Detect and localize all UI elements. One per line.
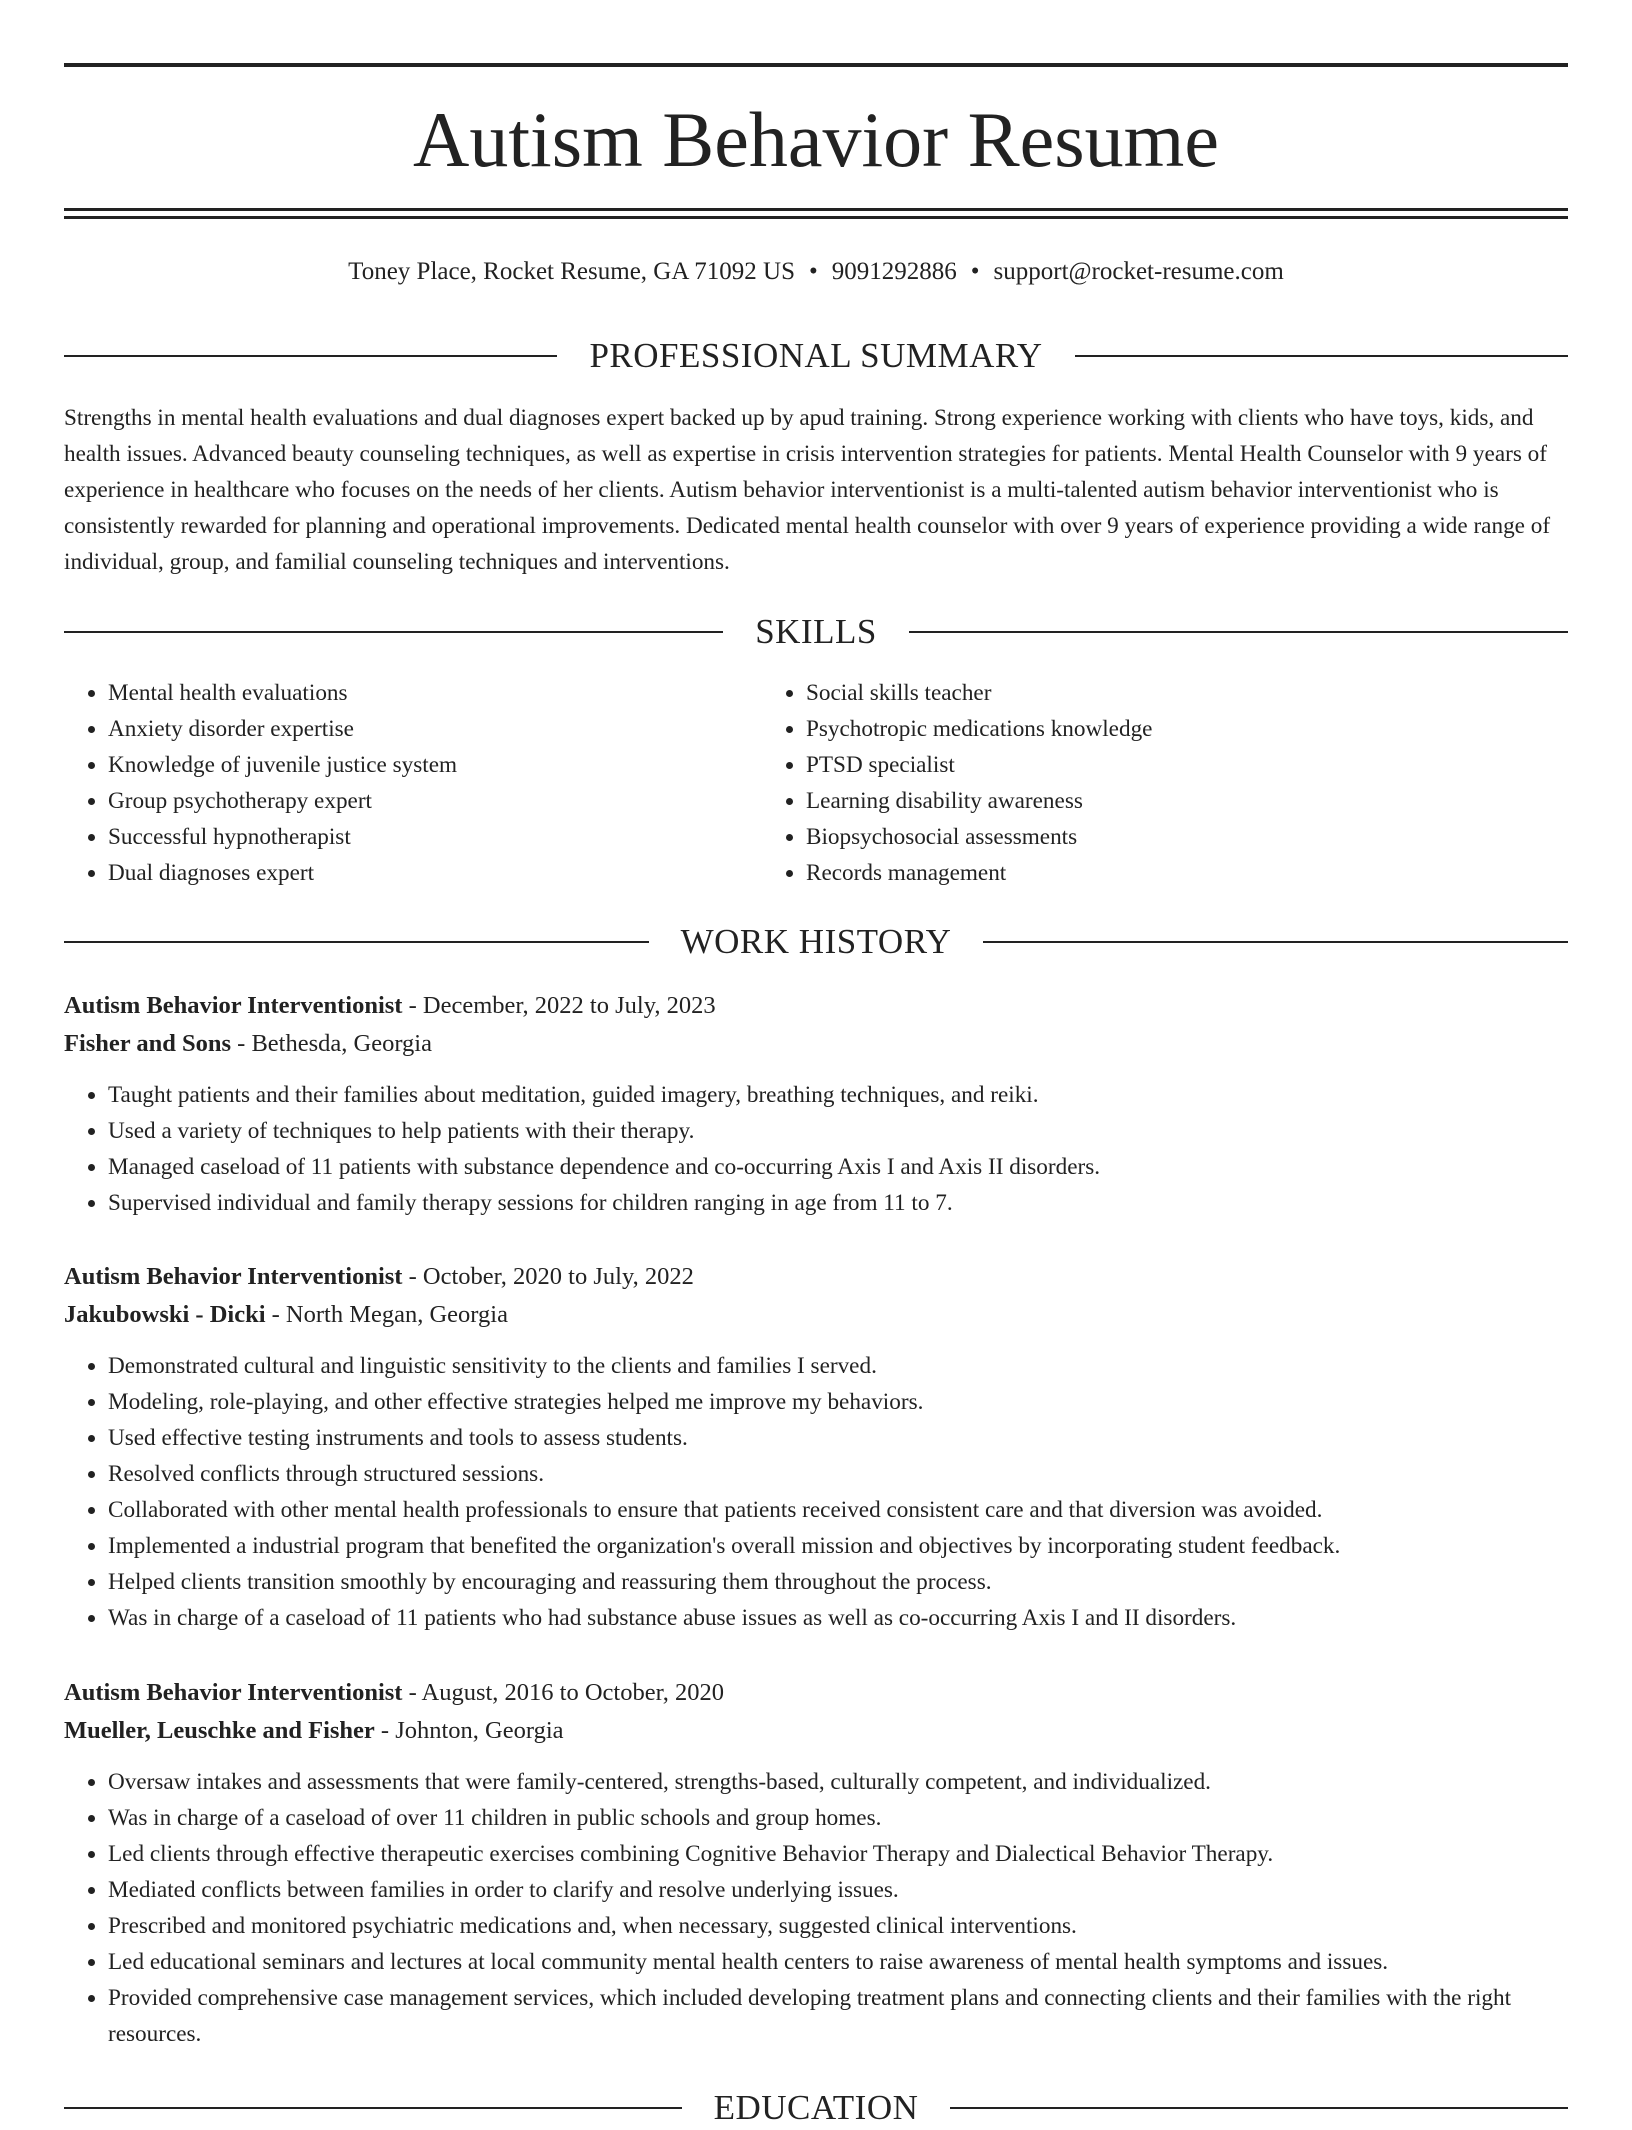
- list-item: • Dual diagnoses expert: [108, 855, 762, 891]
- section-heading-work: [64, 920, 1568, 964]
- resume-title: Autism Behavior Resume: [413, 96, 1219, 183]
- heading-rule: [64, 631, 723, 633]
- job-title-line: [64, 1674, 1568, 1712]
- heading-rule: [950, 2107, 1568, 2109]
- list-item: • Psychotropic medications knowledge: [806, 711, 1460, 747]
- job-location: - Johnton, Georgia: [374, 1717, 564, 1744]
- list-item: • Learning disability awareness: [806, 783, 1460, 819]
- skills-column-right: [762, 675, 1460, 891]
- list-item: • Resolved conflicts through structured sessions.: [108, 1456, 1568, 1492]
- skills-list: [64, 675, 1568, 891]
- job-entry: [64, 1674, 1568, 2052]
- list-item: • Managed caseload of 11 patients with substance dependence and co-occurring Axis I and Axis II disorders.: [108, 1149, 1568, 1185]
- job-bullets: [64, 1348, 1568, 1636]
- skills-column-left: [64, 675, 762, 891]
- job-entry: [64, 987, 1568, 1221]
- list-item: • Used effective testing instruments and tools to assess students.: [108, 1420, 1568, 1456]
- heading-rule: [64, 355, 557, 357]
- section-heading-summary: [64, 334, 1568, 378]
- job-location: - North Megan, Georgia: [265, 1301, 508, 1328]
- list-item: • Was in charge of a caseload of 11 patients who had substance abuse issues as well as co-occurring Axis I and II disorders.: [108, 1600, 1568, 1636]
- section-title: SKILLS: [755, 612, 877, 651]
- list-item: • PTSD specialist: [806, 747, 1460, 783]
- contact-separator: •: [808, 258, 818, 285]
- contact-phone: 9091292886: [831, 258, 957, 285]
- job-dates: - December, 2022 to July, 2023: [402, 992, 716, 1019]
- list-item: • Knowledge of juvenile justice system: [108, 747, 762, 783]
- contact-email: support@rocket-resume.com: [993, 258, 1284, 285]
- heading-rule: [64, 941, 649, 943]
- job-location: - Bethesda, Georgia: [231, 1030, 432, 1057]
- job-company-line: [64, 1712, 1568, 1750]
- list-item: • Provided comprehensive case management services, which included developing treatment plans and connecting clients and their families with the right resources.: [108, 1980, 1568, 2052]
- list-item: • Used a variety of techniques to help patients with their therapy.: [108, 1113, 1568, 1149]
- list-item: • Biopsychosocial assessments: [806, 819, 1460, 855]
- job-entry: [64, 1258, 1568, 1636]
- job-company: Mueller, Leuschke and Fisher: [64, 1717, 375, 1744]
- list-item: • Taught patients and their families about meditation, guided imagery, breathing techniques, and reiki.: [108, 1077, 1568, 1113]
- contact-address: Toney Place, Rocket Resume, GA 71092 US: [348, 258, 795, 285]
- section-title: PROFESSIONAL SUMMARY: [589, 336, 1043, 375]
- list-item: • Was in charge of a caseload of over 11 children in public schools and group homes.: [108, 1800, 1568, 1836]
- job-title: Autism Behavior Interventionist: [64, 992, 403, 1019]
- job-company-line: [64, 1296, 1568, 1334]
- job-bullets: [64, 1764, 1568, 2052]
- title-rule-lower: [64, 216, 1568, 219]
- section-title: WORK HISTORY: [680, 922, 952, 961]
- heading-rule: [909, 631, 1568, 633]
- list-item: • Successful hypnotherapist: [108, 819, 762, 855]
- job-title-line: [64, 987, 1568, 1025]
- job-dates: - October, 2020 to July, 2022: [402, 1263, 694, 1290]
- title-rule-upper: [64, 208, 1568, 211]
- job-dates: - August, 2016 to October, 2020: [402, 1679, 725, 1706]
- list-item: • Demonstrated cultural and linguistic sensitivity to the clients and families I served.: [108, 1348, 1568, 1384]
- list-item: • Implemented a industrial program that benefited the organization's overall mission and objectives by incorporating student feedback.: [108, 1528, 1568, 1564]
- section-heading-skills: [64, 610, 1568, 654]
- list-item: • Helped clients transition smoothly by encouraging and reassuring them throughout the process.: [108, 1564, 1568, 1600]
- list-item: • Mental health evaluations: [108, 675, 762, 711]
- list-item: • Collaborated with other mental health professionals to ensure that patients received consistent care and that diversion was avoided.: [108, 1492, 1568, 1528]
- job-company: Fisher and Sons: [64, 1030, 232, 1057]
- list-item: • Mediated conflicts between families in order to clarify and resolve underlying issues.: [108, 1872, 1568, 1908]
- list-item: • Led educational seminars and lectures at local community mental health centers to raise awareness of mental health symptoms and issues.: [108, 1944, 1568, 1980]
- list-item: • Led clients through effective therapeutic exercises combining Cognitive Behavior Therapy and Dialectical Behavior Therapy.: [108, 1836, 1568, 1872]
- job-title-line: [64, 1258, 1568, 1296]
- heading-rule: [64, 2107, 682, 2109]
- job-company: Jakubowski - Dicki: [64, 1301, 266, 1328]
- heading-rule: [1075, 355, 1568, 357]
- list-item: • Oversaw intakes and assessments that were family-centered, strengths-based, culturally competent, and individualized.: [108, 1764, 1568, 1800]
- job-company-line: [64, 1025, 1568, 1063]
- list-item: • Anxiety disorder expertise: [108, 711, 762, 747]
- section-title: EDUCATION: [713, 2088, 919, 2127]
- contact-separator: •: [970, 258, 980, 285]
- list-item: • Prescribed and monitored psychiatric medications and, when necessary, suggested clinical interventions.: [108, 1908, 1568, 1944]
- job-title: Autism Behavior Interventionist: [64, 1679, 403, 1706]
- section-heading-education: [64, 2086, 1568, 2130]
- summary-paragraph: Strengths in mental health evaluations and dual diagnoses expert backed up by apud training. Strong experience working with clients who have toys, kids, and health issues. Advanced beauty counseling techniques, as well as expertise in crisis intervention strategies for patients. Mental Health Counselor with 9 years of experience in healthcare who focuses on the needs of her clients. Autism behavior interventionist is a multi-talented autism behavior interventionist who is consistently rewarded for planning and operational improvements. Dedicated mental health counselor with over 9 years of experience providing a wide range of individual, group, and familial counseling techniques and interventions.: [64, 405, 1551, 575]
- list-item: • Records management: [806, 855, 1460, 891]
- list-item: • Modeling, role-playing, and other effective strategies helped me improve my behaviors.: [108, 1384, 1568, 1420]
- job-title: Autism Behavior Interventionist: [64, 1263, 403, 1290]
- list-item: • Group psychotherapy expert: [108, 783, 762, 819]
- heading-rule: [983, 941, 1568, 943]
- list-item: • Supervised individual and family therapy sessions for children ranging in age from 11 to 7.: [108, 1185, 1568, 1221]
- top-rule: [64, 63, 1568, 67]
- contact-line: [64, 254, 1568, 290]
- job-bullets: [64, 1077, 1568, 1221]
- list-item: • Social skills teacher: [806, 675, 1460, 711]
